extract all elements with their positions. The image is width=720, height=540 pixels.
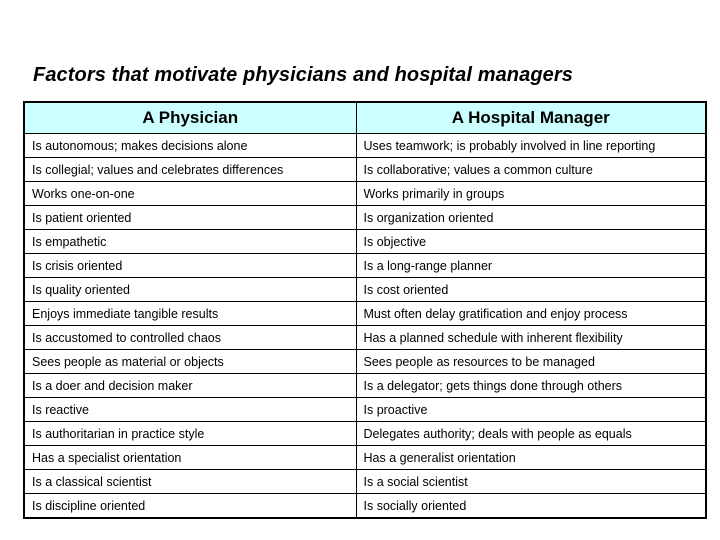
physician-cell: Is a doer and decision maker bbox=[24, 374, 356, 398]
manager-cell: Is a long-range planner bbox=[356, 254, 706, 278]
manager-cell: Sees people as resources to be managed bbox=[356, 350, 706, 374]
page-title: Factors that motivate physicians and hospital managers bbox=[33, 64, 573, 86]
physician-cell: Is autonomous; makes decisions alone bbox=[24, 134, 356, 158]
column-header-hospital-manager: A Hospital Manager bbox=[356, 102, 706, 134]
physician-cell: Is empathetic bbox=[24, 230, 356, 254]
manager-cell: Is a delegator; gets things done through others bbox=[356, 374, 706, 398]
physician-cell: Is discipline oriented bbox=[24, 494, 356, 519]
manager-cell: Has a planned schedule with inherent flexibility bbox=[356, 326, 706, 350]
table-row bbox=[24, 326, 706, 350]
manager-cell: Is cost oriented bbox=[356, 278, 706, 302]
manager-cell: Is organization oriented bbox=[356, 206, 706, 230]
table-row bbox=[24, 182, 706, 206]
table-row bbox=[24, 158, 706, 182]
table-row bbox=[24, 398, 706, 422]
physician-cell: Is authoritarian in practice style bbox=[24, 422, 356, 446]
table-row bbox=[24, 278, 706, 302]
physician-cell: Has a specialist orientation bbox=[24, 446, 356, 470]
manager-cell: Is collaborative; values a common culture bbox=[356, 158, 706, 182]
physician-cell: Enjoys immediate tangible results bbox=[24, 302, 356, 326]
column-header-physician: A Physician bbox=[24, 102, 356, 134]
physician-cell: Is collegial; values and celebrates differences bbox=[24, 158, 356, 182]
physician-cell: Is quality oriented bbox=[24, 278, 356, 302]
physician-cell: Is crisis oriented bbox=[24, 254, 356, 278]
table-row bbox=[24, 374, 706, 398]
manager-cell: Delegates authority; deals with people as equals bbox=[356, 422, 706, 446]
comparison-table bbox=[23, 101, 707, 519]
physician-cell: Works one-on-one bbox=[24, 182, 356, 206]
table-row bbox=[24, 470, 706, 494]
table-header-row bbox=[24, 102, 706, 134]
manager-cell: Has a generalist orientation bbox=[356, 446, 706, 470]
manager-cell: Works primarily in groups bbox=[356, 182, 706, 206]
physician-cell: Is reactive bbox=[24, 398, 356, 422]
manager-cell: Is proactive bbox=[356, 398, 706, 422]
table-row bbox=[24, 206, 706, 230]
table-row bbox=[24, 494, 706, 519]
table-row bbox=[24, 302, 706, 326]
manager-cell: Is a social scientist bbox=[356, 470, 706, 494]
manager-cell: Is objective bbox=[356, 230, 706, 254]
manager-cell: Uses teamwork; is probably involved in line reporting bbox=[356, 134, 706, 158]
manager-cell: Must often delay gratification and enjoy process bbox=[356, 302, 706, 326]
physician-cell: Is patient oriented bbox=[24, 206, 356, 230]
table-row bbox=[24, 350, 706, 374]
table-row bbox=[24, 254, 706, 278]
table-row bbox=[24, 422, 706, 446]
manager-cell: Is socially oriented bbox=[356, 494, 706, 519]
physician-cell: Sees people as material or objects bbox=[24, 350, 356, 374]
table-row bbox=[24, 134, 706, 158]
table-row bbox=[24, 230, 706, 254]
physician-cell: Is a classical scientist bbox=[24, 470, 356, 494]
table-row bbox=[24, 446, 706, 470]
physician-cell: Is accustomed to controlled chaos bbox=[24, 326, 356, 350]
